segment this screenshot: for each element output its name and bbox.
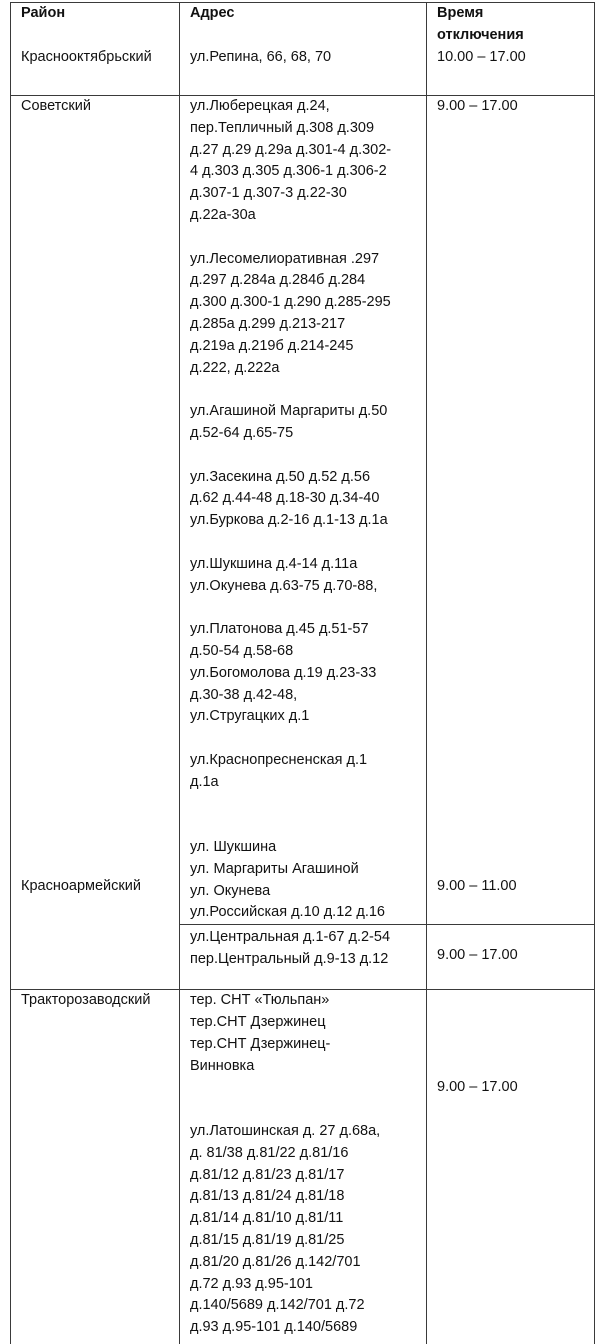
address-line: пер.Тепличный д.308 д.309 <box>190 119 375 136</box>
address-line: пер.Центральный д.9-13 д.12 <box>190 951 389 968</box>
address-line: д.285а д.299 д.213-217 <box>190 315 346 332</box>
address-line: д.81/20 д.81/26 д.142/701 <box>190 1253 361 1270</box>
address-line: д.93 д.95-101 д.140/5689 <box>190 1319 358 1336</box>
header-time: Время <box>437 5 484 21</box>
address-line: ул.Центральная д.1-67 д.2-54 <box>190 929 391 946</box>
address-line: д.300 д.300-1 д.290 д.285-295 <box>190 294 391 311</box>
district-name: Советский <box>21 98 91 114</box>
address-line: ул.Лесомелиоративная .297 <box>190 250 380 267</box>
spacer <box>190 379 416 401</box>
address-line: д.81/13 д.81/24 д.81/18 <box>190 1188 345 1205</box>
spacer <box>190 227 416 249</box>
spacer <box>190 532 416 554</box>
district-cell <box>11 96 180 990</box>
district-cell <box>11 990 180 1344</box>
address-line: д.297 д.284а д.284б д.284 <box>190 272 366 289</box>
address-line: д.1а <box>190 773 219 790</box>
spacer <box>190 1077 416 1099</box>
address-line: тер.СНТ Дзержинец- <box>190 1035 331 1052</box>
address-cell <box>180 990 427 1344</box>
time-value: 9.00 – 17.00 <box>437 98 518 114</box>
address-line: д.72 д.93 д.95-101 <box>190 1275 313 1292</box>
address-line: ул.Буркова д.2-16 д.1-13 д.1а <box>190 512 388 529</box>
address-line: Винновка <box>190 1057 255 1074</box>
address-line: ул.Российская д.10 д.12 д.16 <box>190 904 385 921</box>
address-line: д.22а-30а <box>190 206 256 223</box>
address-line: ул.Краснопресненская д.1 <box>190 751 368 768</box>
address-line: 4 д.303 д.305 д.306-1 д.306-2 <box>190 163 387 180</box>
address-line: д.81/15 д.81/19 д.81/25 <box>190 1232 345 1249</box>
address-line: ул.Окунева д.63-75 д.70-88, <box>190 577 378 594</box>
district-name: Краснооктябрьский <box>21 48 152 65</box>
address-line: ул.Латошинская д. 27 д.68а, <box>190 1123 381 1140</box>
address-line: д.219а д.219б д.214-245 <box>190 337 354 354</box>
address-line: ул. Маргариты Агашиной <box>190 860 359 877</box>
time-value-2: 9.00 – 11.00 <box>437 878 517 894</box>
spacer <box>190 815 416 837</box>
address-line: ул. Окунева <box>190 882 271 899</box>
address-line: д.27 д.29 д.29а д.301-4 д.302- <box>190 141 392 158</box>
time-value: 9.00 – 17.00 <box>437 1079 518 1096</box>
header-time-2: отключения <box>437 26 524 43</box>
spacer <box>190 794 416 816</box>
address-line: д.50-54 д.58-68 <box>190 642 294 659</box>
time-cell <box>427 925 595 990</box>
address-line: ул.Репина, 66, 68, 70 <box>190 48 332 65</box>
district-cell <box>11 3 180 96</box>
time-cell <box>427 3 595 96</box>
spacer <box>190 445 416 467</box>
header-district: Район <box>21 5 66 21</box>
address-line: д.30-38 д.42-48, <box>190 686 298 703</box>
time-cell <box>427 96 595 925</box>
address-list <box>190 990 416 1339</box>
address-line: тер.СНТ Дзержинец <box>190 1014 326 1031</box>
address-line: ул.Люберецкая д.24, <box>190 98 330 114</box>
address-line: ул.Платонова д.45 д.51-57 <box>190 621 369 638</box>
table-row <box>11 990 595 1344</box>
address-line: тер. СНТ «Тюльпан» <box>190 992 330 1009</box>
address-line: д.52-64 д.65-75 <box>190 424 294 441</box>
table-row <box>11 3 595 96</box>
address-line: ул.Стругацких д.1 <box>190 708 310 725</box>
address-line: д. 81/38 д.81/22 д.81/16 <box>190 1144 349 1161</box>
address-line: ул.Шукшина д.4-14 д.11а <box>190 555 358 572</box>
address-line: д.307-1 д.307-3 д.22-30 <box>190 185 347 202</box>
address-line: ул.Богомолова д.19 д.23-33 <box>190 664 377 681</box>
time-cell <box>427 990 595 1344</box>
address-line: ул.Засекина д.50 д.52 д.56 <box>190 468 371 485</box>
district-name: Тракторозаводский <box>21 992 151 1009</box>
address-line: ул.Агашиной Маргариты д.50 <box>190 403 388 420</box>
outage-table <box>10 2 595 1344</box>
address-line: д.222, д.222а <box>190 359 280 376</box>
address-cell <box>180 925 427 990</box>
address-cell <box>180 3 427 96</box>
address-line: д.81/12 д.81/23 д.81/17 <box>190 1166 345 1183</box>
spacer <box>190 728 416 750</box>
address-line: д.62 д.44-48 д.18-30 д.34-40 <box>190 490 380 507</box>
address-line: д.140/5689 д.142/701 д.72 <box>190 1297 365 1314</box>
district-name-2: Красноармейский <box>21 878 141 894</box>
spacer <box>190 597 416 619</box>
time-value: 9.00 – 17.00 <box>437 947 518 964</box>
address-line: ул. Шукшина <box>190 839 277 856</box>
header-address: Адрес <box>190 5 235 21</box>
address-line: д.81/14 д.81/10 д.81/11 <box>190 1210 344 1227</box>
table-row <box>11 96 595 925</box>
address-list <box>190 96 416 924</box>
spacer <box>190 1099 416 1121</box>
time-value: 10.00 – 17.00 <box>437 48 526 65</box>
address-cell <box>180 96 427 925</box>
